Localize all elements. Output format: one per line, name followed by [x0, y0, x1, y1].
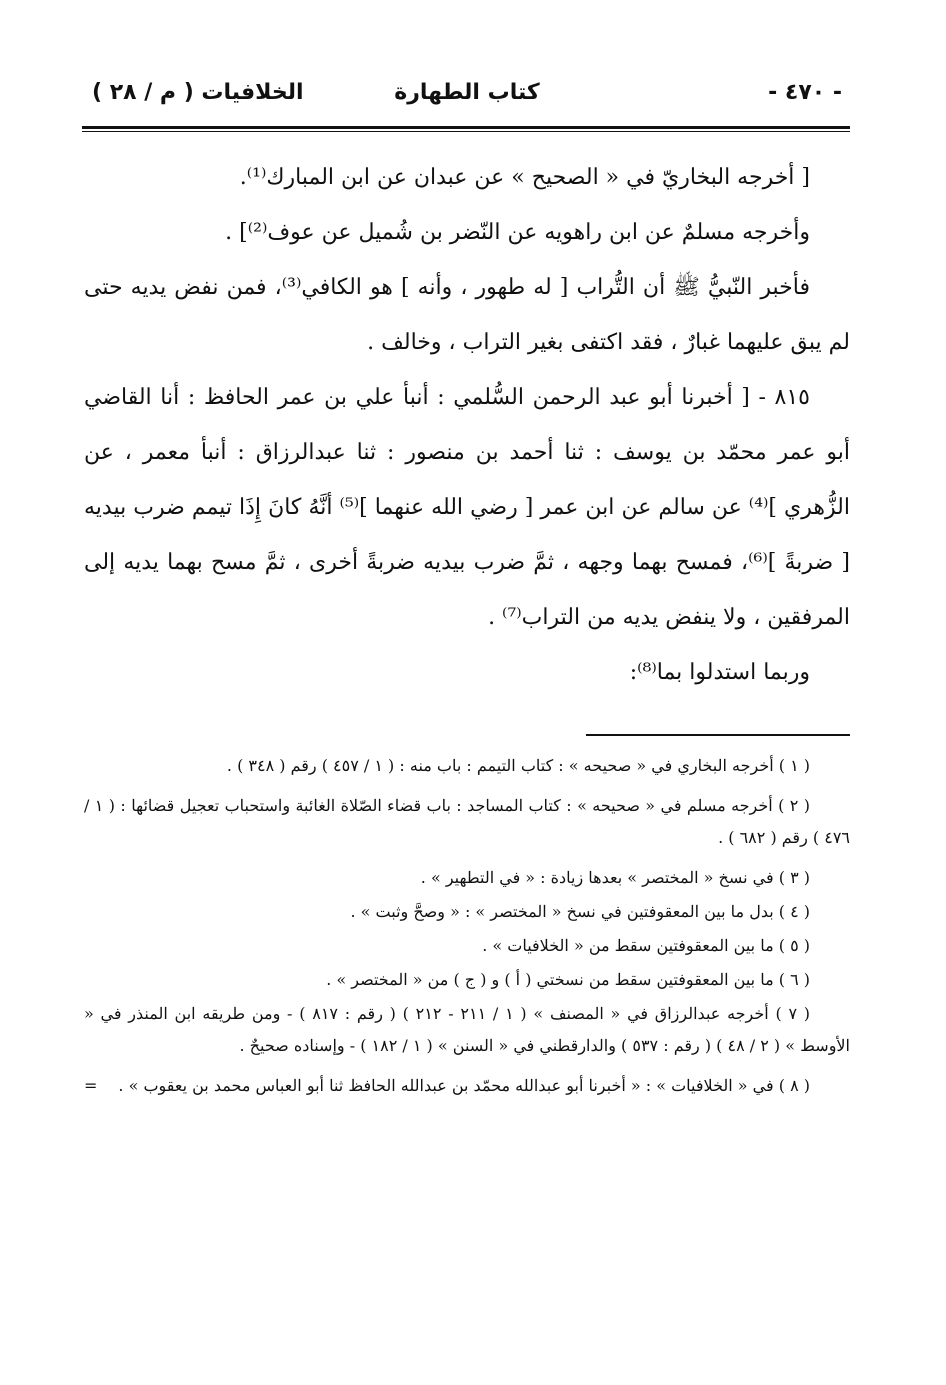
page-number: - ٤٧٠ - [768, 80, 842, 105]
footnote-separator [586, 734, 850, 736]
footnote: ( ٦ ) ما بين المعقوفتين سقط من نسختي ( أ ) و ( ج ) من « المختصر » . [326, 970, 810, 989]
paragraph: [ أخرجه البخاريّ في « الصحيح » عن عبدان عن ابن المبارك⁽¹⁾. [239, 165, 810, 190]
footnote: ( ٣ ) في نسخ « المختصر » بعدها زيادة : « في التطهير » . [420, 868, 810, 887]
section-title: الخلافيات ( م / ٢٨ ) [92, 80, 304, 105]
footnote: ( ٢ ) أخرجه مسلم في « صحيحه » : كتاب المساجد : باب قضاء الصّلاة الغائبة واستحباب تعجيل قضائها : ( ١ / ٤٧٦ ) رقم ( ٦٨٢ ) . [84, 796, 850, 847]
footnote: ( ٧ ) أخرجه عبدالرزاق في « المصنف » ( ١ / ٢١١ - ٢١٢ ) ( رقم : ٨١٧ ) - ومن طريقه ابن المنذر في « الأوسط » ( ٢ / ٤٨ ) ( رقم : ٥٣٧ ) والدارقطني في « السنن » ( ١ / ١٨٢ ) - وإسناده صحيحٌ . [84, 1004, 850, 1055]
footnote-wrapper [84, 1070, 850, 1102]
paragraph: وربما استدلوا بما⁽⁸⁾: [629, 660, 810, 685]
page-header [84, 72, 850, 122]
paragraph: ٨١٥ - [ أخبرنا أبو عبد الرحمن السُّلمي : أنبأ علي بن عمر الحافظ : أنا القاضي أبو عمر محمّد بن يوسف : ثنا أحمد بن منصور : ثنا عبدالرزاق : أنبأ معمر ، عن الزُّهري ]⁽⁴⁾ عن سالم عن ابن عمر [ رضي الله عنهما ]⁽⁵⁾ أنَّهُ كانَ إِذَا تيمم ضرب بيديه [ ضربةً ]⁽⁶⁾، فمسح بهما وجهه ، ثمَّ ضرب بيديه ضربةً أخرى ، ثمَّ مسح بهما يديه إلى المرفقين ، ولا ينفض يديه من التراب⁽⁷⁾ . [84, 385, 850, 630]
footnotes [84, 750, 850, 1110]
continuation-mark: = [84, 1076, 98, 1095]
header-rule [82, 126, 850, 132]
footnote: ( ١ ) أخرجه البخاري في « صحيحه » : كتاب التيمم : باب منه : ( ١ / ٤٥٧ ) رقم ( ٣٤٨ ) . [226, 756, 810, 775]
footnote: ( ٤ ) بدل ما بين المعقوفتين في نسخ « المختصر » : « وصحَّ وثبت » . [350, 902, 810, 921]
footnote: ( ٨ ) في « الخلافيات » : « أخبرنا أبو عبدالله محمّد بن عبدالله الحافظ ثنا أبو العباس محمد بن يعقوب » . [118, 1076, 810, 1095]
main-text [84, 150, 850, 700]
footnote: ( ٥ ) ما بين المعقوفتين سقط من « الخلافيات » . [482, 936, 810, 955]
paragraph: وأخرجه مسلمٌ عن ابن راهويه عن النّضر بن شُميل عن عوف⁽²⁾] . [225, 220, 810, 245]
book-title: كتاب الطهارة [394, 80, 540, 105]
paragraph: فأخبر النّبيُّ ﷺ أن التُّراب [ له طهور ، وأنه ] هو الكافي⁽³⁾، فمن نفض يديه حتى لم يبق عليهما غبارٌ ، فقد اكتفى بغير التراب ، وخالف . [84, 275, 850, 355]
